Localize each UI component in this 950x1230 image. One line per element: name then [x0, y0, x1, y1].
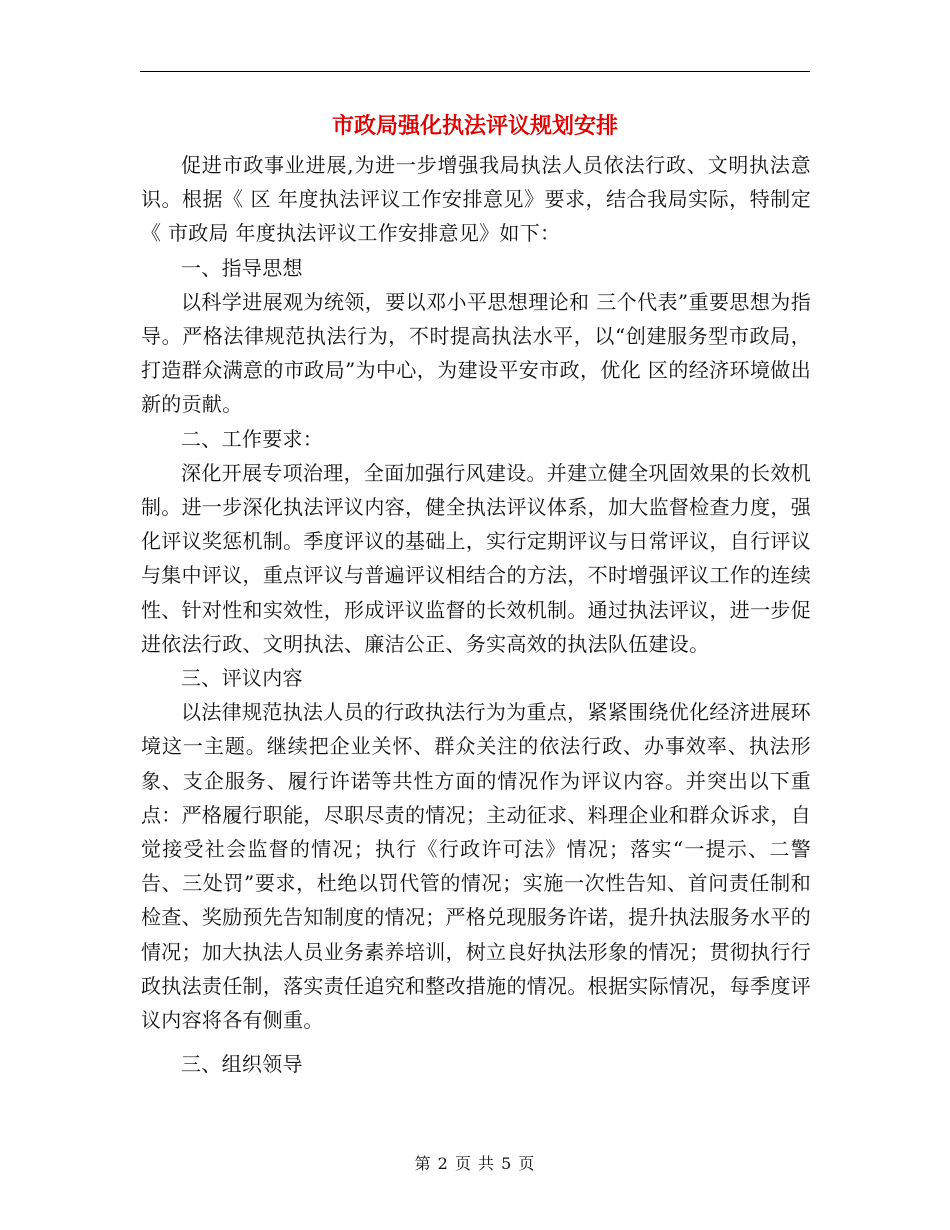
section-heading-guiding-ideology: 一、指导思想: [181, 255, 303, 280]
intro-paragraph: 促进市政事业进展,为进一步增强我局执法人员依法行政、文明执法意识。根据《 区 年度执法评议工作安排意见》要求，结合我局实际，特制定《 市政局 年度执法评议工作安排意见》如下：: [141, 153, 811, 246]
document-body: [141, 148, 811, 1081]
header-rule: [140, 71, 810, 72]
work-requirements-paragraph: 深化开展专项治理，全面加强行风建设。并建立健全巩固效果的长效机制。进一步深化执法评议内容，健全执法评议体系，加大监督检查力度，强化评议奖惩机制。季度评议的基础上，实行定期评议与日常评议，自行评议与集中评议，重点评议与普遍评议相结合的方法，不时增强评议工作的连续性、针对性和实效性，形成评议监督的长效机制。通过执法评议，进一步促进依法行政、文明执法、廉洁公正、务实高效的执法队伍建设。: [141, 460, 811, 656]
guiding-ideology-paragraph: 以科学进展观为统领，要以邓小平思想理论和 三个代表”重要思想为指导。严格法律规范执法行为，不时提高执法水平，以“创建服务型市政局，打造群众满意的市政局”为中心，为建设平安市政，优化 区的经济环境做出新的贡献。: [141, 289, 811, 417]
evaluation-content-paragraph: 以法律规范执法人员的行政执法行为为重点，紧紧围绕优化经济进展环境这一主题。继续把企业关怀、群众关注的依法行政、办事效率、执法形象、支企服务、履行许诺等共性方面的情况作为评议内容。并突出以下重点：严格履行职能，尽职尽责的情况；主动征求、料理企业和群众诉求，自觉接受社会监督的情况；执行《行政许可法》情况；落实“一提示、二警告、三处罚”要求，杜绝以罚代管的情况；实施一次性告知、首问责任制和检查、奖励预先告知制度的情况；严格兑现服务许诺，提升执法服务水平的情况；加大执法人员业务素养培训，树立良好执法形象的情况；贯彻执行行政执法责任制，落实责任追究和整改措施的情况。根据实际情况，每季度评议内容将各有侧重。: [141, 700, 811, 1033]
section-heading-organization-leadership: 三、组织领导: [181, 1052, 303, 1077]
section-heading-evaluation-content: 三、评议内容: [181, 666, 303, 691]
document-title: 市政局强化执法评议规划安排: [331, 113, 618, 139]
page-number: 第 2 页 共 5 页: [414, 1154, 536, 1173]
section-heading-work-requirements: 二、工作要求：: [181, 426, 324, 451]
